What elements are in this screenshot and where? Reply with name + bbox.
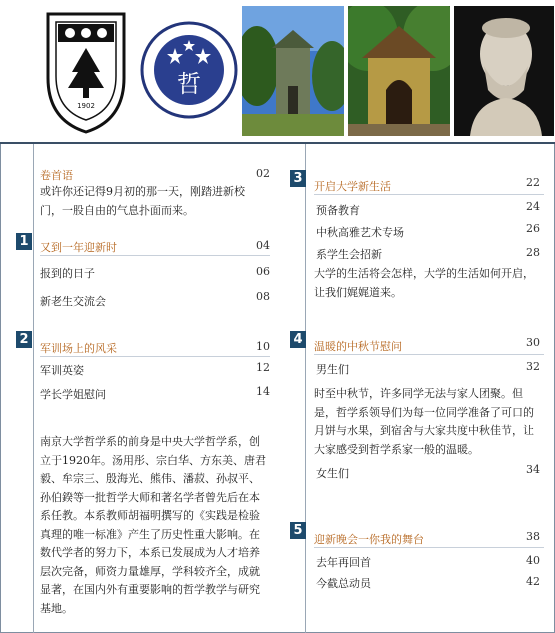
toc-item-military-page: 12 bbox=[256, 361, 270, 374]
toc-item-visit[interactable]: 学长学姐慰问 bbox=[40, 388, 106, 401]
intro-title[interactable]: 卷首语 bbox=[40, 169, 73, 182]
toc-item-girls[interactable]: 女生们 bbox=[316, 467, 349, 480]
toc-item-prep[interactable]: 预备教育 bbox=[316, 204, 360, 217]
header-banner bbox=[0, 0, 555, 142]
section-3-title[interactable]: 开启大学新生活 bbox=[314, 180, 391, 193]
arch-gate-photo bbox=[348, 6, 450, 136]
department-intro-text: 南京大学哲学系的前身是中央大学哲学系，创立于1920年。汤用彤、宗白华、方东美、唐君毅、牟宗三、殷海光、熊伟、潘菽、孙叔平、孙伯鍨等一批哲学大师和著名学者曾先后在本系任教。本系教师胡福明撰写的《实践是检验真理的唯一标准》产生了历史性重大影响。在数代学者的努力下，本系已发展成为人才培养层次完备，师资力量雄厚，学科较齐全，成就显著，在国内外有重要影响的哲学教学与研究基地。 bbox=[40, 435, 266, 615]
logo-center-glyph: 哲 bbox=[177, 70, 201, 98]
column-rule bbox=[305, 144, 306, 633]
toc-item-girls-page: 34 bbox=[526, 463, 540, 476]
toc-item-boys-page: 32 bbox=[526, 360, 540, 373]
section-3-text: 大学的生活将会怎样，大学的生活如何开启，让我们娓娓道来。 bbox=[314, 267, 534, 299]
section-5-rule bbox=[314, 547, 544, 548]
section-4-text: 时至中秋节，许多同学无法与家人团聚。但是，哲学系领导们为每一位同学准备了可口的月饼与水果，到宿舍与大家共度中秋佳节，让大家感受到哲学系家一般的温暖。 bbox=[314, 387, 534, 456]
toc-item-prep-page: 24 bbox=[526, 200, 540, 213]
toc-item-mobilize[interactable]: 今截总动员 bbox=[316, 577, 371, 590]
section-1-page: 04 bbox=[256, 239, 270, 252]
toc-item-registration-page: 06 bbox=[256, 265, 270, 278]
toc-item-exchange[interactable]: 新老生交流会 bbox=[40, 295, 106, 308]
nju-logo-icon bbox=[42, 8, 130, 136]
section-5-page: 38 bbox=[526, 530, 540, 543]
department-logo-icon bbox=[140, 12, 238, 128]
section-2-page: 10 bbox=[256, 340, 270, 353]
section-3-page: 22 bbox=[526, 176, 540, 189]
section-2-rule bbox=[40, 356, 270, 357]
intro-text: 或许你还记得9月初的那一天，刚踏进新校门，一股自由的气息扑面而来。 bbox=[40, 185, 245, 217]
toc-item-lastyear[interactable]: 去年再回首 bbox=[316, 556, 371, 569]
section-3-rule bbox=[314, 194, 544, 195]
toc-item-lastyear-page: 40 bbox=[526, 554, 540, 567]
campus-building-photo bbox=[242, 6, 344, 136]
section-2-title[interactable]: 军训场上的风采 bbox=[40, 342, 117, 355]
frame-left bbox=[0, 144, 1, 633]
toc-item-military[interactable]: 军训英姿 bbox=[40, 364, 84, 377]
section-3-badge: 3 bbox=[290, 170, 306, 187]
section-4-page: 30 bbox=[526, 336, 540, 349]
philosopher-bust-photo bbox=[454, 6, 554, 136]
section-4-rule bbox=[314, 354, 544, 355]
toc-item-art[interactable]: 中秋高雅艺术专场 bbox=[316, 226, 404, 239]
toc-item-mobilize-page: 42 bbox=[526, 575, 540, 588]
header-divider bbox=[0, 142, 555, 144]
toc-item-visit-page: 14 bbox=[256, 385, 270, 398]
section-5-badge: 5 bbox=[290, 522, 306, 539]
section-4-title[interactable]: 温暖的中秋节慰问 bbox=[314, 340, 402, 353]
section-2-badge: 2 bbox=[16, 331, 32, 348]
toc-item-exchange-page: 08 bbox=[256, 290, 270, 303]
toc-item-registration[interactable]: 报到的日子 bbox=[40, 267, 95, 280]
intro-page: 02 bbox=[256, 167, 270, 180]
section-1-title[interactable]: 又到一年迎新时 bbox=[40, 241, 117, 254]
section-1-rule bbox=[40, 255, 270, 256]
left-margin-rule bbox=[33, 144, 34, 633]
toc-item-boys[interactable]: 男生们 bbox=[316, 363, 349, 376]
section-1-badge: 1 bbox=[16, 233, 32, 250]
toc-item-art-page: 26 bbox=[526, 222, 540, 235]
section-4-badge: 4 bbox=[290, 331, 306, 348]
section-5-title[interactable]: 迎新晚会一你我的舞台 bbox=[314, 533, 424, 546]
logo-year: 1902 bbox=[77, 102, 95, 110]
toc-item-recruit[interactable]: 系学生会招新 bbox=[316, 248, 382, 261]
toc-item-recruit-page: 28 bbox=[526, 246, 540, 259]
